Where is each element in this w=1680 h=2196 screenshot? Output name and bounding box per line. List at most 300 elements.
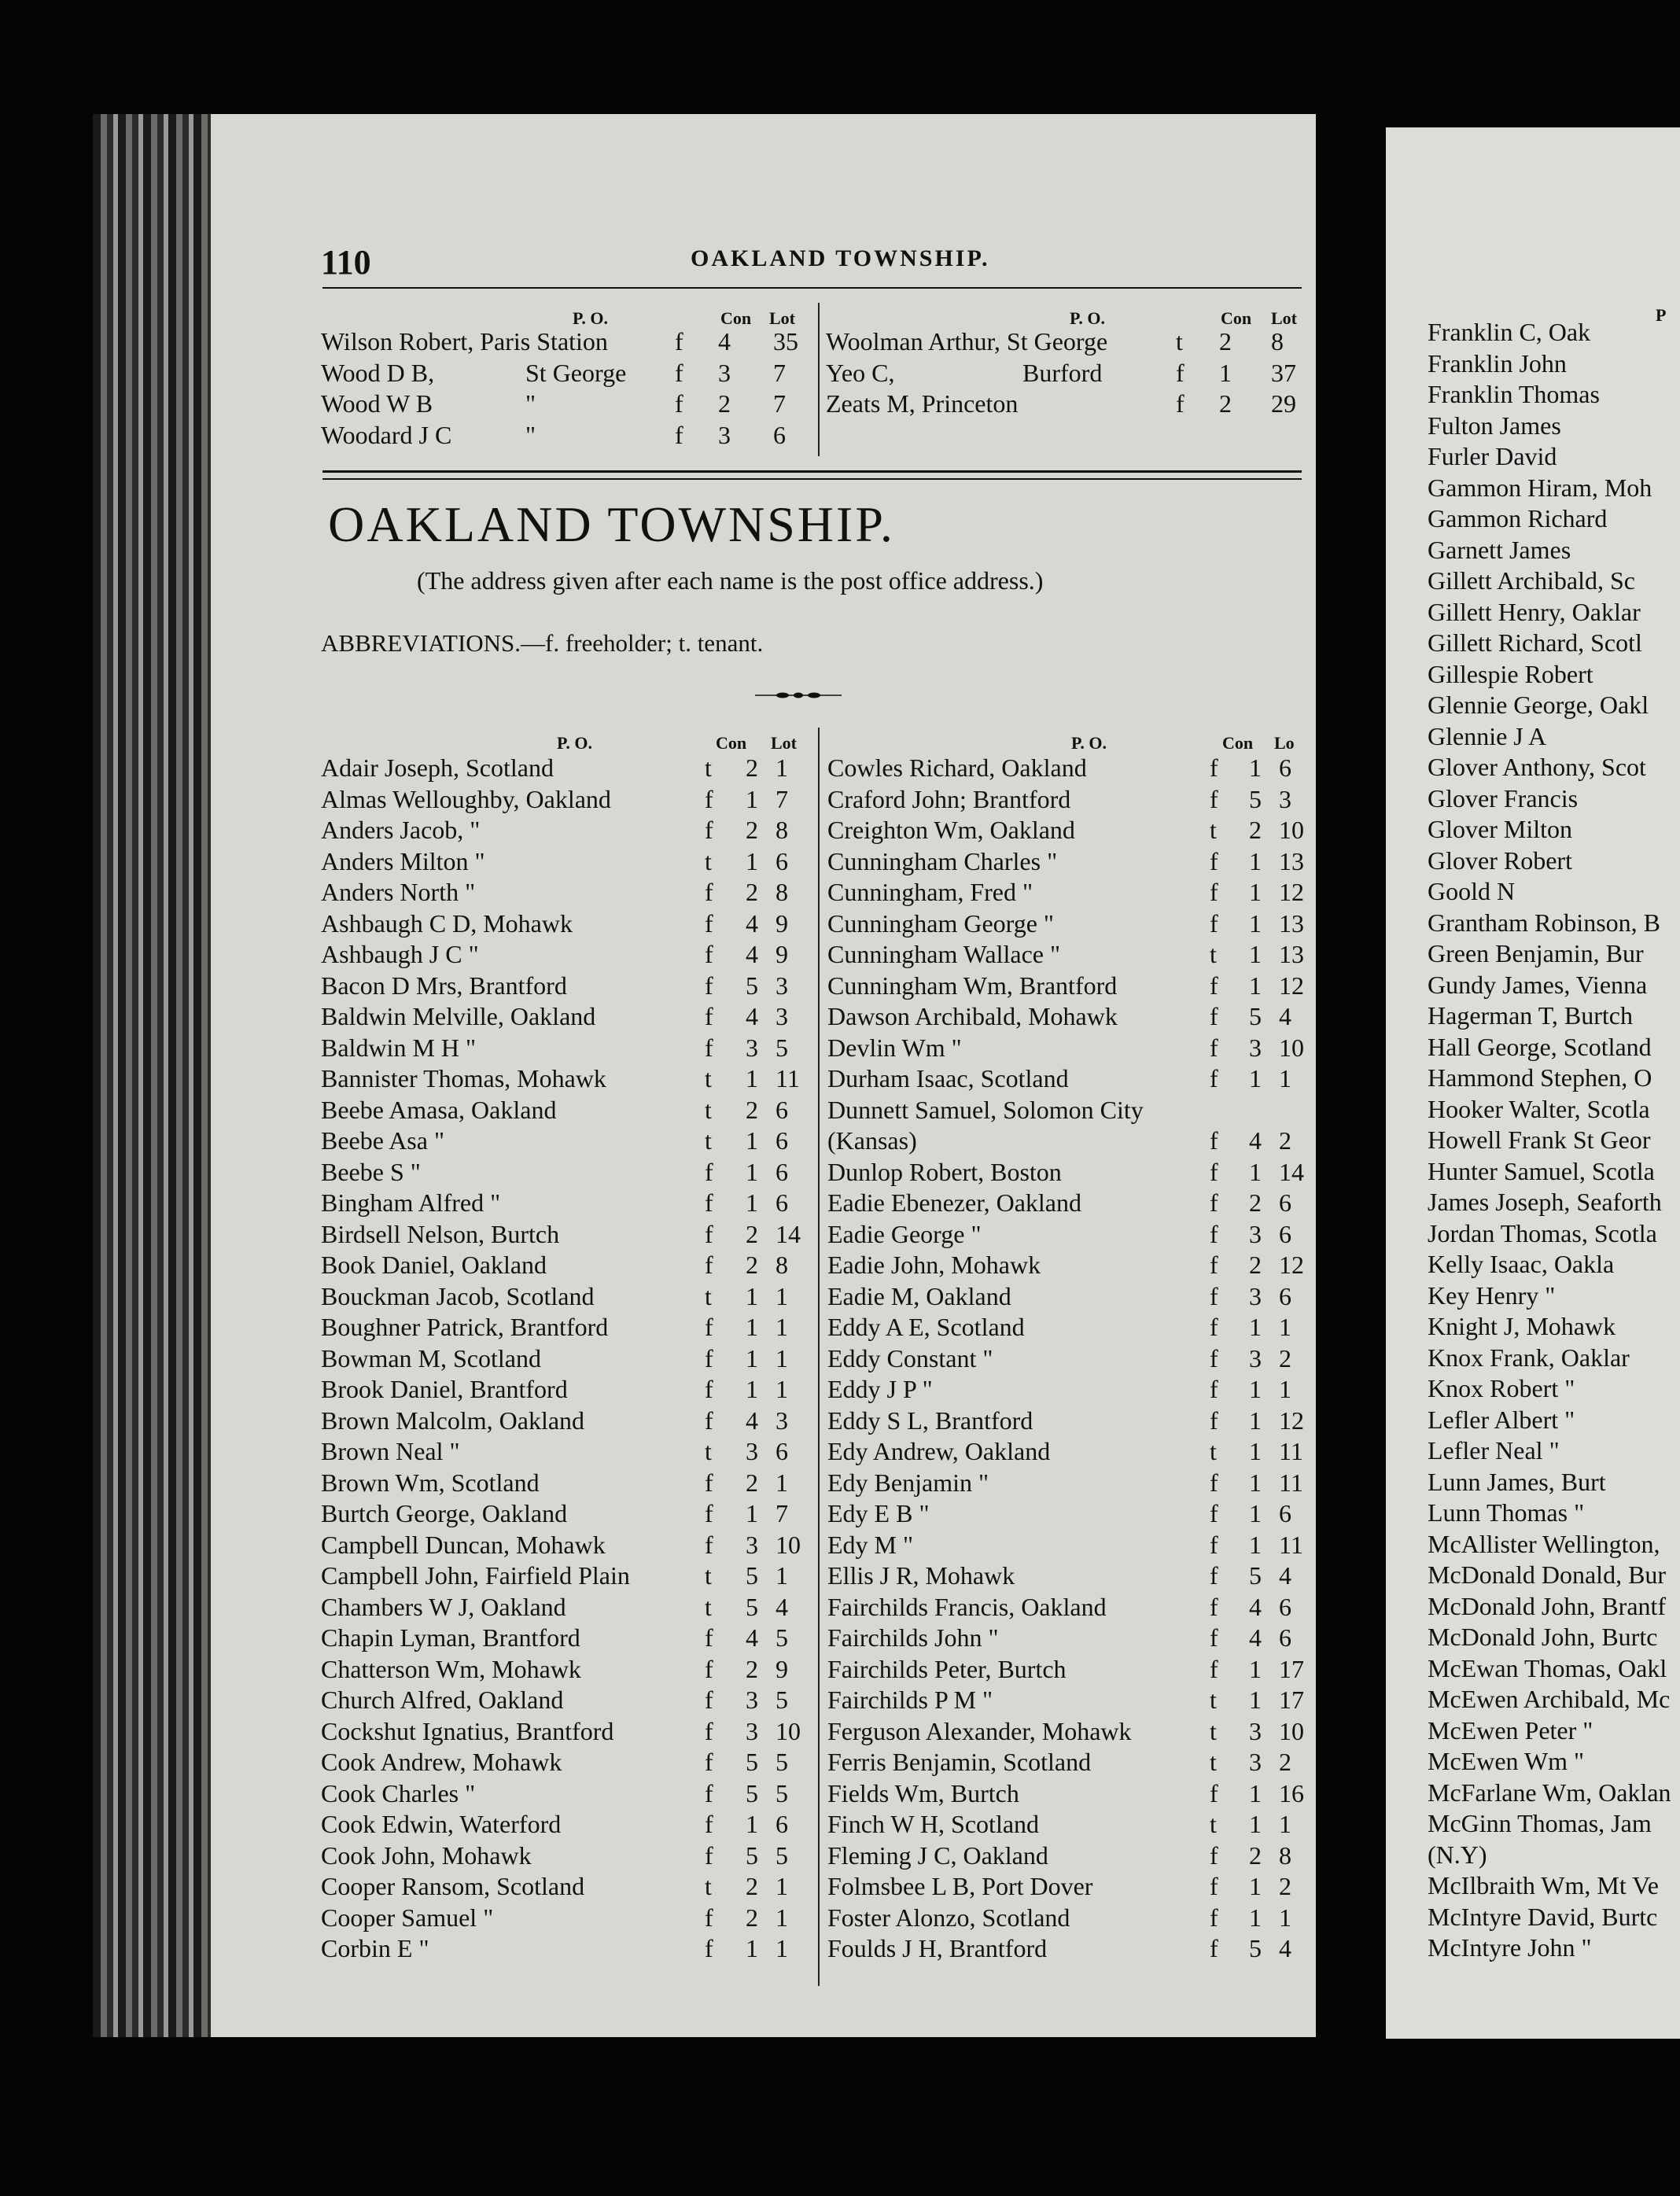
- entry-lot: 8: [776, 816, 788, 844]
- list-item: Lunn Thomas ": [1428, 1498, 1585, 1527]
- entry-concession: 3: [746, 1033, 758, 1062]
- entry-concession: 4: [718, 327, 731, 356]
- entry-lot: 5: [776, 1748, 788, 1776]
- list-item: [321, 877, 809, 908]
- entry-lot: 10: [1279, 1716, 1304, 1745]
- list-item: Knight J, Mohawk: [1428, 1312, 1616, 1340]
- entry-tenure: f: [1210, 1219, 1218, 1248]
- entry-lot: 1: [776, 1903, 788, 1932]
- entry-lot: 1: [1279, 1903, 1291, 1932]
- entry-tenure: f: [1210, 1064, 1218, 1092]
- list-item: Lefler Albert ": [1428, 1405, 1575, 1434]
- entry-concession: 1: [746, 1126, 758, 1155]
- entry-name: Bacon D Mrs, Brantford: [321, 971, 567, 1000]
- list-item: [827, 1530, 1307, 1561]
- entry-lot: 11: [1279, 1468, 1303, 1497]
- con-header: Con: [720, 308, 752, 328]
- entry-lot: 12: [1279, 1406, 1304, 1435]
- entry-name: Brown Malcolm, Oakland: [321, 1406, 585, 1435]
- entry-name: (Kansas): [827, 1126, 917, 1155]
- entry-concession: 2: [1249, 1188, 1262, 1217]
- entry-lot: 1: [776, 1343, 788, 1372]
- entry-name: Bowman M, Scotland: [321, 1343, 541, 1372]
- entry-lot: 6: [776, 1188, 788, 1217]
- entry-concession: 2: [746, 1903, 758, 1932]
- con-header: Con: [716, 733, 747, 753]
- entry-concession: 5: [746, 1592, 758, 1621]
- entry-lot: 35: [773, 327, 798, 356]
- entry-lot: 29: [1271, 389, 1296, 418]
- entry-concession: 1: [1219, 358, 1232, 387]
- entry-concession: 1: [1249, 1499, 1262, 1527]
- list-item: [321, 1250, 809, 1281]
- list-item: Glennie J A: [1428, 721, 1547, 750]
- po-header: P. O.: [573, 308, 609, 328]
- entry-concession: 2: [746, 816, 758, 844]
- list-item: [321, 326, 809, 358]
- entry-name: Cunningham Charles ": [827, 846, 1058, 875]
- entry-lot: 4: [1279, 1934, 1291, 1962]
- entry-concession: 5: [746, 971, 758, 1000]
- entry-concession: 1: [746, 1499, 758, 1527]
- list-item: [826, 358, 1306, 389]
- entry-name: Campbell John, Fairfield Plain: [321, 1561, 630, 1590]
- list-item: McIntyre John ": [1428, 1933, 1592, 1962]
- entry-concession: 4: [746, 1002, 758, 1030]
- entry-name: Zeats M, Princeton: [826, 389, 1019, 418]
- list-item: [827, 1468, 1307, 1499]
- entry-tenure: f: [1176, 389, 1184, 418]
- entry-lot: 12: [1279, 1251, 1304, 1279]
- entry-concession: 5: [1249, 1934, 1262, 1962]
- entry-tenure: f: [705, 1934, 713, 1962]
- entry-lot: 2: [1279, 1872, 1291, 1900]
- entry-lot: 6: [773, 420, 786, 449]
- con-header: Con: [1222, 733, 1254, 753]
- entry-name: Fleming J C, Oakland: [827, 1840, 1048, 1870]
- entry-tenure: t: [705, 846, 712, 875]
- entry-tenure: f: [705, 1188, 713, 1217]
- list-item: [321, 1592, 809, 1623]
- entry-tenure: t: [705, 1561, 712, 1590]
- list-item: [321, 358, 809, 389]
- entry-concession: 3: [1249, 1716, 1262, 1745]
- entry-lot: 6: [1279, 1623, 1291, 1652]
- list-item: Green Benjamin, Bur: [1428, 939, 1644, 967]
- list-item: Key Henry ": [1428, 1280, 1556, 1310]
- entry-lot: 37: [1271, 358, 1296, 387]
- entry-concession: 3: [1249, 1281, 1262, 1310]
- entry-lot: 7: [776, 1499, 788, 1527]
- list-item: [827, 1685, 1307, 1716]
- entry-tenure: t: [1210, 1686, 1217, 1714]
- entry-tenure: f: [705, 1623, 713, 1652]
- list-item: [321, 1063, 809, 1095]
- entry-tenure: f: [705, 1530, 713, 1559]
- entry-tenure: f: [1210, 1934, 1218, 1962]
- entry-tenure: f: [705, 1343, 713, 1372]
- entry-tenure: t: [1210, 1748, 1217, 1776]
- entry-name: Cowles Richard, Oakland: [827, 753, 1087, 782]
- entry-concession: 1: [1249, 846, 1262, 875]
- entry-lot: 6: [776, 1157, 788, 1186]
- entry-name: Brown Neal ": [321, 1437, 460, 1465]
- entry-concession: 5: [1249, 1561, 1262, 1590]
- entry-name: Cunningham Wm, Brantford: [827, 971, 1118, 1000]
- con-header: Con: [1221, 308, 1252, 328]
- list-item: [321, 1623, 809, 1654]
- entry-tenure: f: [1210, 1499, 1218, 1527]
- entry-tenure: f: [1210, 1530, 1218, 1559]
- entry-lot: 2: [1279, 1748, 1291, 1776]
- entry-lot: 12: [1279, 971, 1304, 1000]
- list-item: McDonald John, Brantf: [1428, 1591, 1667, 1620]
- entry-tenure: f: [1210, 784, 1218, 813]
- list-item: McGinn Thomas, Jam: [1428, 1809, 1652, 1837]
- list-item: [321, 753, 809, 784]
- list-item: Jordan Thomas, Scotla: [1428, 1218, 1657, 1247]
- entry-concession: 2: [746, 753, 758, 782]
- entry-tenure: f: [1210, 1468, 1218, 1497]
- entry-tenure: t: [705, 1872, 712, 1900]
- entry-name: Fairchilds John ": [827, 1623, 999, 1652]
- entry-name: Cook John, Mohawk: [321, 1840, 532, 1870]
- entry-concession: 2: [746, 878, 758, 906]
- list-item: [321, 1219, 809, 1251]
- list-item: [321, 1001, 809, 1033]
- entry-name: Durham Isaac, Scotland: [827, 1064, 1069, 1092]
- main-right-column: [827, 728, 1307, 1965]
- entry-tenure: f: [1210, 1406, 1218, 1435]
- entry-lot: 7: [773, 389, 786, 418]
- entry-name: Cook Andrew, Mohawk: [321, 1748, 562, 1776]
- list-item: (N.Y): [1428, 1840, 1487, 1869]
- list-item: [827, 1095, 1307, 1126]
- entry-name: Finch W H, Scotland: [827, 1810, 1040, 1838]
- entry-tenure: f: [1176, 358, 1184, 387]
- list-item: Howell Frank St Geor: [1428, 1126, 1651, 1154]
- section-double-rule-top: [322, 470, 1302, 473]
- entry-post-office: ": [525, 420, 536, 449]
- entry-lot: 6: [1279, 1281, 1291, 1310]
- list-item: [827, 1188, 1307, 1219]
- entry-lot: 1: [776, 1313, 788, 1341]
- list-item: [321, 815, 809, 846]
- entry-name: Ferris Benjamin, Scotland: [827, 1748, 1092, 1776]
- entry-lot: 3: [776, 1002, 788, 1030]
- entry-concession: 4: [746, 1406, 758, 1435]
- section-double-rule-bottom: [322, 478, 1302, 480]
- entry-concession: 2: [1219, 389, 1232, 418]
- entry-tenure: f: [705, 1903, 713, 1932]
- entry-tenure: t: [1210, 816, 1217, 844]
- page-gutter: [1316, 114, 1386, 2039]
- list-item: [321, 1560, 809, 1592]
- list-item: Glover Robert: [1428, 846, 1572, 875]
- entry-concession: 1: [746, 1157, 758, 1186]
- list-item: [321, 1871, 809, 1903]
- list-item: [321, 1406, 809, 1437]
- entry-name: Cooper Samuel ": [321, 1903, 494, 1932]
- entry-concession: 2: [1249, 1840, 1262, 1870]
- entry-name: Wilson Robert, Paris Station: [321, 327, 608, 356]
- entry-tenure: f: [705, 878, 713, 906]
- entry-name: Folmsbee L B, Port Dover: [827, 1872, 1093, 1900]
- list-item: Knox Robert ": [1428, 1374, 1575, 1402]
- entry-concession: 2: [746, 1219, 758, 1248]
- entry-tenure: f: [1210, 1778, 1218, 1807]
- list-item: [827, 1498, 1307, 1530]
- entry-lot: 1: [776, 1468, 788, 1497]
- entry-tenure: t: [1176, 327, 1183, 356]
- list-item: [321, 1903, 809, 1934]
- entry-name: Dawson Archibald, Mohawk: [827, 1002, 1118, 1030]
- list-item: [827, 1312, 1307, 1343]
- entry-tenure: f: [1210, 846, 1218, 875]
- list-item: [827, 1592, 1307, 1623]
- entry-lot: 6: [776, 846, 788, 875]
- entry-name: Ellis J R, Mohawk: [827, 1561, 1015, 1590]
- entry-lot: 2: [1279, 1343, 1291, 1372]
- entry-tenure: f: [1210, 971, 1218, 1000]
- entry-concession: 5: [1249, 784, 1262, 813]
- entry-lot: 10: [776, 1530, 801, 1559]
- entry-concession: 4: [746, 940, 758, 968]
- entry-tenure: f: [1210, 1375, 1218, 1403]
- header-rule: [322, 287, 1302, 289]
- entry-lot: 1: [1279, 1810, 1291, 1838]
- entry-name: Bouckman Jacob, Scotland: [321, 1281, 595, 1310]
- list-item: Gillett Archibald, Sc: [1428, 566, 1635, 595]
- entry-name: Campbell Duncan, Mohawk: [321, 1530, 606, 1559]
- entry-concession: 2: [1249, 1251, 1262, 1279]
- entry-lot: 1: [776, 753, 788, 782]
- entry-concession: 3: [1249, 1033, 1262, 1062]
- entry-tenure: f: [1210, 1126, 1218, 1155]
- entry-concession: 1: [1249, 878, 1262, 906]
- entry-concession: 1: [1249, 1872, 1262, 1900]
- list-item: McEwen Wm ": [1428, 1747, 1585, 1775]
- list-item: [826, 326, 1306, 358]
- entry-lot: 1: [1279, 1313, 1291, 1341]
- entry-lot: 11: [1279, 1437, 1303, 1465]
- entry-lot: 4: [1279, 1002, 1291, 1030]
- list-item: [827, 1126, 1307, 1157]
- list-item: [321, 971, 809, 1002]
- list-item: Garnett James: [1428, 535, 1571, 564]
- list-item: [827, 1374, 1307, 1406]
- entry-tenure: f: [705, 1002, 713, 1030]
- lot-header: Lot: [771, 733, 797, 753]
- entry-name: Edy E B ": [827, 1499, 930, 1527]
- list-item: [827, 877, 1307, 908]
- entry-name: Anders Milton ": [321, 846, 485, 875]
- list-item: [827, 971, 1307, 1002]
- entry-tenure: f: [705, 784, 713, 813]
- entry-lot: 17: [1279, 1686, 1304, 1714]
- entry-name: Creighton Wm, Oakland: [827, 816, 1075, 844]
- entry-lot: 6: [1279, 1592, 1291, 1621]
- list-item: [321, 1374, 809, 1406]
- ornament-divider: [755, 692, 842, 698]
- top-left-headers: [321, 303, 809, 326]
- entry-tenure: f: [1210, 1872, 1218, 1900]
- entry-concession: 3: [746, 1716, 758, 1745]
- list-item: [827, 1560, 1307, 1592]
- entry-concession: 4: [1249, 1126, 1262, 1155]
- list-item: [827, 939, 1307, 971]
- entry-name: Dunnett Samuel, Solomon City: [827, 1095, 1144, 1124]
- lot-header: Lot: [769, 308, 795, 328]
- entry-concession: 3: [746, 1437, 758, 1465]
- entry-concession: 1: [1249, 1406, 1262, 1435]
- entry-tenure: f: [705, 1375, 713, 1403]
- list-item: Hall George, Scotland: [1428, 1032, 1652, 1061]
- list-item: [827, 1001, 1307, 1033]
- list-item: McIlbraith Wm, Mt Ve: [1428, 1871, 1659, 1899]
- main-left-column: [321, 728, 809, 1965]
- list-item: Gillett Henry, Oaklar: [1428, 597, 1641, 626]
- entry-name: Eadie M, Oakland: [827, 1281, 1011, 1310]
- entry-name: Baldwin M H ": [321, 1033, 477, 1062]
- entry-lot: 5: [776, 1778, 788, 1807]
- list-item: [321, 939, 809, 971]
- entry-tenure: t: [1210, 1716, 1217, 1745]
- list-item: McEwen Archibald, Mc: [1428, 1685, 1671, 1713]
- entry-tenure: t: [705, 753, 712, 782]
- list-item: Hammond Stephen, O: [1428, 1063, 1652, 1092]
- entry-tenure: f: [705, 1033, 713, 1062]
- entry-concession: 3: [1249, 1343, 1262, 1372]
- entry-lot: 7: [776, 784, 788, 813]
- entry-lot: 1: [1279, 1375, 1291, 1403]
- list-item: [827, 1436, 1307, 1468]
- entry-name: Edy Benjamin ": [827, 1468, 989, 1497]
- entry-concession: 2: [746, 1251, 758, 1279]
- list-item: Glover Milton: [1428, 815, 1572, 843]
- entry-concession: 1: [1249, 1654, 1262, 1683]
- entry-name: Cook Edwin, Waterford: [321, 1810, 562, 1838]
- list-item: Franklin C, Oak: [1428, 318, 1591, 346]
- list-item: [827, 1778, 1307, 1810]
- po-header: P. O.: [557, 733, 593, 753]
- entry-name: Adair Joseph, Scotland: [321, 753, 554, 782]
- entry-concession: 1: [1249, 1437, 1262, 1465]
- list-item: McFarlane Wm, Oaklan: [1428, 1778, 1671, 1807]
- entry-tenure: f: [1210, 1654, 1218, 1683]
- entry-name: Eadie Ebenezer, Oakland: [827, 1188, 1081, 1217]
- entry-name: Edy Andrew, Oakland: [827, 1437, 1051, 1465]
- entry-concession: 2: [1249, 816, 1262, 844]
- entry-post-office: Burford: [1022, 358, 1103, 387]
- running-head: OAKLAND TOWNSHIP.: [691, 245, 990, 271]
- entry-lot: 5: [776, 1840, 788, 1870]
- entry-tenure: f: [1210, 1592, 1218, 1621]
- entry-tenure: f: [705, 1313, 713, 1341]
- entry-concession: 1: [1249, 1468, 1262, 1497]
- list-item: Gundy James, Vienna: [1428, 970, 1648, 999]
- entry-name: Cooper Ransom, Scotland: [321, 1872, 585, 1900]
- entry-tenure: f: [705, 1406, 713, 1435]
- list-item: [321, 1281, 809, 1313]
- list-item: [826, 389, 1306, 420]
- entry-concession: 2: [746, 1654, 758, 1683]
- entry-lot: 6: [776, 1126, 788, 1155]
- list-item: [321, 1716, 809, 1748]
- entry-post-office: St George: [525, 358, 627, 387]
- main-column-divider: [818, 728, 820, 1986]
- entry-tenure: f: [1210, 1251, 1218, 1279]
- entry-lot: 6: [776, 1437, 788, 1465]
- entry-name: Brook Daniel, Brantford: [321, 1375, 568, 1403]
- entry-tenure: f: [1210, 878, 1218, 906]
- entry-name: Boughner Patrick, Brantford: [321, 1313, 609, 1341]
- list-item: Gillespie Robert: [1428, 659, 1593, 688]
- entry-lot: 1: [776, 1561, 788, 1590]
- entry-concession: 2: [1219, 327, 1232, 356]
- entry-name: Devlin Wm ": [827, 1033, 962, 1062]
- entry-tenure: t: [1210, 940, 1217, 968]
- list-item: Glover Francis: [1428, 783, 1579, 812]
- list-item: [827, 1033, 1307, 1064]
- list-item: Fulton James: [1428, 411, 1561, 440]
- entry-lot: 8: [776, 878, 788, 906]
- entry-concession: 1: [1249, 971, 1262, 1000]
- entry-lot: 3: [776, 1406, 788, 1435]
- list-item: [321, 1343, 809, 1375]
- entry-tenure: t: [705, 1437, 712, 1465]
- entry-name: Beebe Amasa, Oakland: [321, 1095, 557, 1124]
- entry-name: Corbin E ": [321, 1934, 429, 1962]
- entry-name: Beebe S ": [321, 1157, 421, 1186]
- entry-lot: 1: [776, 1934, 788, 1962]
- entry-tenure: f: [705, 1157, 713, 1186]
- list-item: McDonald John, Burtc: [1428, 1623, 1658, 1651]
- entry-name: Fairchilds P M ": [827, 1686, 993, 1714]
- entry-concession: 2: [746, 1872, 758, 1900]
- entry-lot: 10: [776, 1716, 801, 1745]
- entry-name: Foster Alonzo, Scotland: [827, 1903, 1070, 1932]
- entry-concession: 1: [746, 1281, 758, 1310]
- entry-name: Chapin Lyman, Brantford: [321, 1623, 580, 1652]
- list-item: McEwan Thomas, Oakl: [1428, 1653, 1667, 1682]
- entry-name: Dunlop Robert, Boston: [827, 1157, 1062, 1186]
- list-item: [321, 1685, 809, 1716]
- right-page-header: P: [1656, 305, 1667, 325]
- entry-name: Chatterson Wm, Mohawk: [321, 1654, 581, 1683]
- list-item: Goold N: [1428, 877, 1516, 905]
- list-item: McAllister Wellington,: [1428, 1529, 1660, 1558]
- entry-concession: 5: [746, 1748, 758, 1776]
- entry-tenure: t: [705, 1064, 712, 1092]
- entry-lot: 11: [1279, 1530, 1303, 1559]
- entry-concession: 4: [746, 908, 758, 938]
- entry-tenure: f: [705, 1686, 713, 1714]
- list-item: [827, 1623, 1307, 1654]
- entry-name: Woodard J C: [321, 420, 452, 449]
- entry-lot: 6: [1279, 1499, 1291, 1527]
- list-item: [321, 908, 809, 940]
- entry-lot: 6: [776, 1810, 788, 1838]
- entry-name: Fairchilds Francis, Oakland: [827, 1592, 1107, 1621]
- entry-concession: 3: [718, 358, 731, 387]
- entry-name: Cunningham, Fred ": [827, 878, 1033, 906]
- entry-name: Beebe Asa ": [321, 1126, 445, 1155]
- list-item: Furler David: [1428, 442, 1557, 470]
- entry-tenure: t: [705, 1592, 712, 1621]
- entry-concession: 1: [1249, 1778, 1262, 1807]
- list-item: [827, 784, 1307, 816]
